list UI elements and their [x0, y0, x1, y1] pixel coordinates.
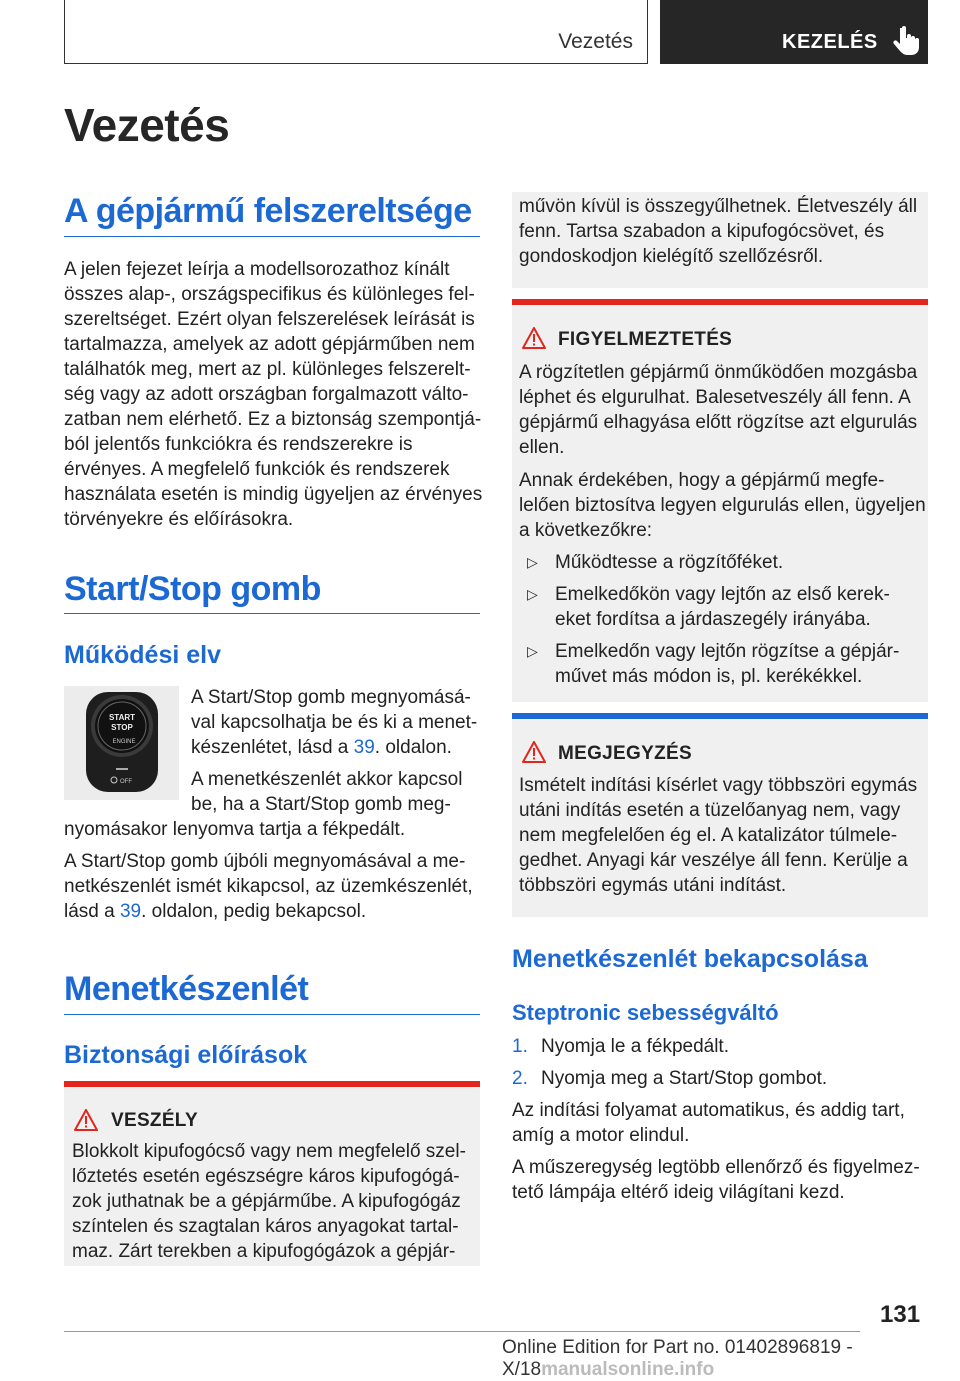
warning-triangle-icon — [522, 327, 546, 349]
step-number: 2. — [512, 1068, 528, 1089]
bullet-marker: ▷ — [527, 586, 538, 602]
footer-watermark: manualsonline.info — [541, 1359, 715, 1380]
page-title: Vezetés — [64, 99, 230, 151]
header-chapter-tab — [660, 0, 928, 64]
mukodesi-paragraph-1: A Start/Stop gomb megnyomásá- val kapcsolhatja be és ki a menet- készenlétet, lásd a 39. oldalon. — [191, 687, 478, 758]
note-title: MEGJEGYZÉS — [558, 743, 692, 764]
heading-menetkeszenlet: Menetkészenlét — [64, 970, 480, 1015]
warning-triangle-icon — [522, 741, 546, 763]
button-label-stop: STOP — [111, 723, 133, 732]
heading-startstop: Start/Stop gomb — [64, 570, 480, 614]
mukodesi-paragraph-2-bottom: nyomásakor lenyomva tartja a fékpedált. — [64, 819, 406, 840]
danger-title: VESZÉLY — [111, 1110, 198, 1131]
button-label-start: START — [108, 713, 136, 722]
page-link-39[interactable]: 39 — [119, 901, 142, 922]
danger-text-continued: művön kívül is összegyűlhetnek. Életveszély áll fenn. Tartsa szabadon a kipufogócsövet, és gondoskodjon kielégítő szellőzésről. — [519, 196, 918, 267]
mukodesi-paragraph-3: A Start/Stop gomb újbóli megnyomásával a me- netkészenlét ismét kikapcsol, az üzemkészenlét, lásd a 39. oldalon, pedig bekapcsol. — [64, 851, 473, 922]
bullet-item-1: Működtesse a rögzítőféket. — [555, 552, 784, 573]
warning-triangle-icon — [74, 1109, 98, 1131]
danger-text: Blokkolt kipufogócső vagy nem megfelelő szel- lőztetés esetén egészségre káros kipufogógá- zok juthatnak be a gépjárműbe. A kipufogógáz színtelen és szagtalan káros anyagokat tartal- maz. Zárt terekben a kipufogógázok a gépjár- — [72, 1141, 466, 1262]
heading-steptronic: Steptronic sebességváltó — [512, 1000, 779, 1025]
inditasi-paragraph: Az indítási folyamat automatikus, és addig tart, amíg a motor elindul. — [512, 1100, 905, 1146]
footer-rule — [64, 1331, 860, 1332]
warning-title: FIGYELMEZTETÉS — [558, 329, 733, 350]
start-stop-button-image — [64, 686, 179, 800]
note-text: Ismételt indítási kísérlet vagy többszöri egymás utáni indítás esetén a tüzelőanyag nem, vagy nem megfelelően ég el. A katalizátor túlmele- gedhet. Anyagi kár veszélye áll fenn. Kerülje a többszöri egymás utáni indítást. — [519, 775, 918, 896]
warning-paragraph-2: Annak érdekében, hogy a gépjármű megfe- lelően biztosítva legyen elgurulás ellen, ügyeljen a következőkre: — [519, 470, 926, 541]
heading-biztonsagi: Biztonsági előírások — [64, 1041, 308, 1069]
header-section-box — [64, 0, 648, 64]
bullet-item-3: Emelkedőn vagy lejtőn rögzítse a gépjár- művet más módon is, pl. kerékékkel. — [555, 641, 900, 687]
button-label-engine: ENGINE — [112, 739, 136, 745]
muszeregyseg-paragraph: A műszeregység legtöbb ellenőrző és figyelmez- tető lámpája eltérő ideig világítani kezd. — [512, 1157, 920, 1203]
bullet-item-2: Emelkedőkön vagy lejtőn az első kerek- eket fordítsa a járdaszegély irányába. — [555, 584, 890, 630]
page-link-39[interactable]: 39 — [353, 737, 375, 758]
heading-bekapcsolasa: Menetkészenlét bekapcsolása — [512, 945, 868, 973]
felszereltseg-paragraph: A jelen fejezet leírja a modellsorozathoz kínált összes alap-, országspecifikus és különleges fel- szereltséget. Ezért olyan felszerelések leírását is tartalmazza, amelyek az adott gépjárműben nem találhatók meg, mert az pl. különleges felszerelt- ség vagy az adott országban forgalmazott válto- zatban nem elérhető. Ez a biztonság szempontjá- ból jelentős funkciókra és rendszerekre is érvényes. A megfelelő funkciók és rendszerek használata esetén is mindig ügyeljen az érvényes törvényekre és előírásokra. — [64, 259, 483, 530]
header-section-label: Vezetés — [558, 30, 633, 53]
hand-pointer-icon — [893, 26, 919, 56]
button-label-off: OFF — [120, 779, 132, 785]
header-chapter-label: KEZELÉS — [782, 31, 878, 53]
footer-edition: Online Edition for Part no. 01402896819 - X/18manualsonline.info — [502, 1337, 853, 1380]
bullet-marker: ▷ — [527, 554, 538, 570]
step-text: Nyomja meg a Start/Stop gombot. — [541, 1068, 828, 1089]
step-text: Nyomja le a fékpedált. — [541, 1036, 729, 1057]
page-number: 131 — [880, 1301, 921, 1328]
heading-felszereltseg: A gépjármű felszereltsége — [64, 192, 480, 237]
warning-paragraph-1: A rögzítetlen gépjármű önműködően mozgásba léphet és elgurulhat. Balesetveszély áll fenn. A gépjármű elhagyása előtt rögzítse azt elgurulás ellen. — [519, 362, 918, 458]
mukodesi-paragraph-2-top: A menetkészenlét akkor kapcsol be, ha a Start/Stop gomb meg- — [191, 769, 463, 815]
step-number: 1. — [512, 1036, 528, 1057]
bullet-marker: ▷ — [527, 643, 538, 659]
heading-mukodesi-elv: Működési elv — [64, 641, 221, 669]
